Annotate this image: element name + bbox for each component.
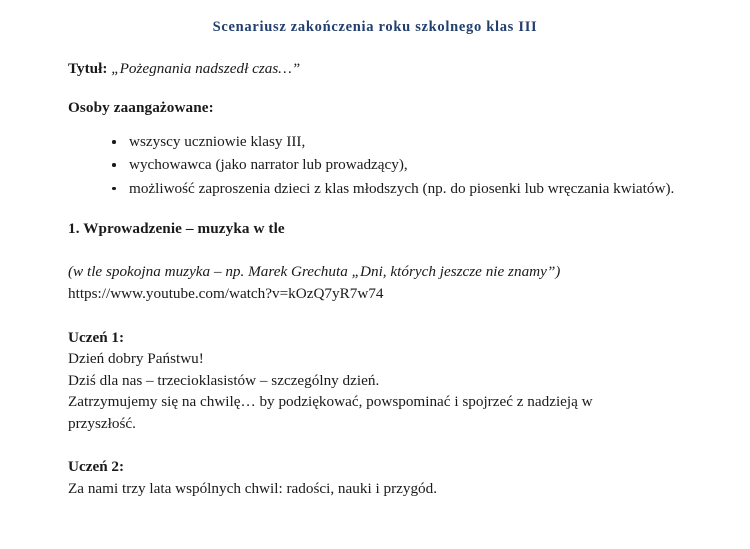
speaker-label-student-2: Uczeń 2: bbox=[68, 458, 125, 476]
speech-line: Za nami trzy lata wspólnych chwil: radości, nauki i przygód. bbox=[68, 480, 438, 498]
spacer bbox=[68, 239, 682, 261]
list-item: wszyscy uczniowie klasy III, bbox=[112, 131, 682, 153]
title-field-row bbox=[68, 58, 682, 80]
speaker-label-student-1: Uczeń 1: bbox=[68, 328, 125, 346]
title-field-label: Tytuł: bbox=[68, 60, 108, 78]
participants-heading: Osoby zaangażowane: bbox=[68, 98, 214, 116]
youtube-link[interactable]: https://www.youtube.com/watch?v=kOzQ7yR7w74 bbox=[68, 285, 384, 302]
list-item: możliwość zaproszenia dzieci z klas młodszych (np. do piosenki lub wręczania kwiatów). bbox=[112, 178, 682, 200]
spacer bbox=[68, 80, 682, 97]
section-heading-introduction: 1. Wprowadzenie – muzyka w tle bbox=[68, 219, 285, 237]
participants-list bbox=[68, 131, 682, 200]
page-title: Scenariusz zakończenia roku szkolnego klas III bbox=[212, 19, 538, 35]
music-cue-note: (w tle spokojna muzyka – np. Marek Grechuta „Dni, których jeszcze nie znamy”) bbox=[68, 263, 561, 281]
speech-line: Zatrzymujemy się na chwilę… by podziękować, powspominać i spojrzeć z nadzieją w przyszłość. bbox=[68, 393, 597, 432]
spacer bbox=[68, 305, 682, 327]
title-field-value: „Pożegnania nadszedł czas…” bbox=[111, 60, 301, 78]
speech-line: Dziś dla nas – trzecioklasistów – szczególny dzień. bbox=[68, 371, 380, 389]
spacer bbox=[68, 434, 682, 456]
spacer bbox=[68, 36, 682, 58]
speech-line: Dzień dobry Państwu! bbox=[68, 350, 204, 368]
spacer bbox=[68, 201, 682, 218]
spacer bbox=[68, 118, 682, 131]
list-item: wychowawca (jako narrator lub prowadzący), bbox=[112, 154, 682, 176]
